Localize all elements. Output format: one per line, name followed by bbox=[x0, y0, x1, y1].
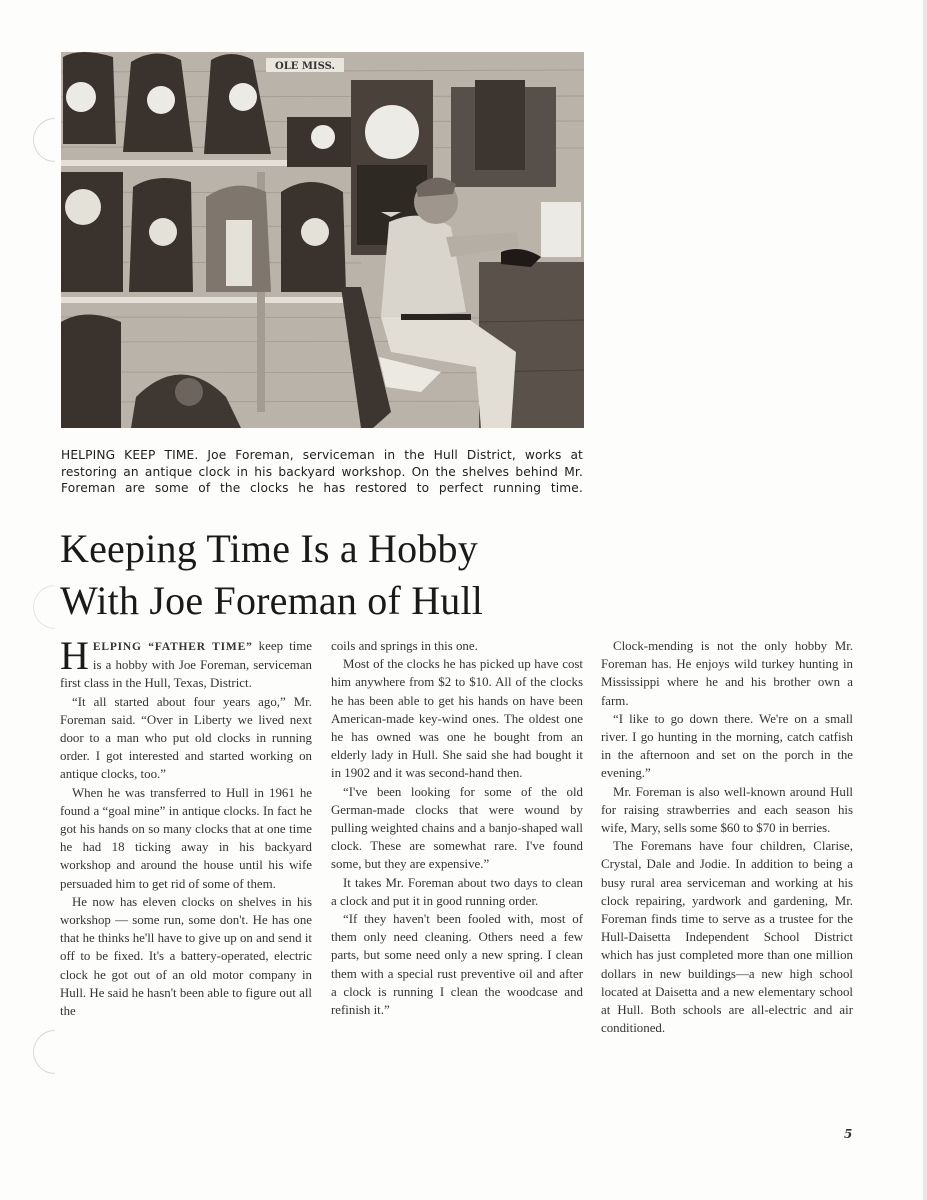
paragraph-text: keep time is a hobby with Joe Foreman, serviceman first class in the Hull, Texas, District. bbox=[60, 639, 312, 691]
article-paragraph: “I've been looking for some of the old German-made clocks that were wound by pulling weighted chains and a banjo-shaped wall clock. These are somewhat rare. I've found some, but they are expensive.” bbox=[331, 784, 583, 872]
article-headline bbox=[60, 523, 580, 627]
article-paragraph: Mr. Foreman is also well-known around Hull for raising strawberries and each season his wife, Mary, sells some $60 to $70 in berries. bbox=[601, 784, 853, 836]
svg-text:OLE MISS.: OLE MISS. bbox=[275, 61, 335, 72]
article-paragraph: coils and springs in this one. bbox=[331, 639, 478, 653]
article-column-3 bbox=[601, 637, 853, 1037]
article-paragraph: Most of the clocks he has picked up have cost him anywhere from $2 to $10. All of the clocks he has been able to get his hands on have been American-made key-wind ones. The oldest one he has owned was one he bought from an elderly lady in Hull. She said she had bought it in 1902 and it was second-hand then. bbox=[331, 657, 583, 781]
page-edge bbox=[923, 0, 927, 1200]
punch-hole-mark bbox=[33, 1030, 55, 1074]
article-paragraph: When he was transferred to Hull in 1961 he found a “goal mine” in antique clocks. In fact he got his hands on so many clocks that at one time he had 18 ticking away in his backyard workshop and around the house until his wife persuaded him to get rid of some of them. bbox=[60, 785, 312, 891]
article-paragraph: “If they haven't been fooled with, most of them only need cleaning. Others need a few parts, but some need only a new spring. I clean them with a special rust preventive oil and after a clock is running I clean the woodcase and refinish it.” bbox=[331, 912, 583, 1018]
article-paragraph: “It all started about four years ago,” Mr. Foreman said. “Over in Liberty we lived next door to a man who put old clocks in running order. I got interested and started working on antique clocks, too.” bbox=[60, 694, 312, 782]
article-photo bbox=[61, 52, 584, 428]
article-paragraph: It takes Mr. Foreman about two days to clean a clock and put it in good running order. bbox=[331, 875, 583, 908]
article-column-2 bbox=[331, 637, 583, 1019]
photo-caption bbox=[61, 447, 583, 497]
punch-hole-mark bbox=[33, 585, 55, 629]
article-paragraph: The Foremans have four children, Clarise, Crystal, Dale and Jodie. In addition to being a busy rural area serviceman and working at his clock repairing, yardwork and gardening, Mr. Foreman finds time to serve as a trustee for the Hull-Daisetta Independent School District which has just completed more than one million dollars in new buildings—a new high school located at Daisetta and a new elementary school at Hull. Both schools are all-electric and air conditioned. bbox=[601, 839, 853, 1036]
caption-lead: HELPING KEEP TIME. bbox=[61, 448, 199, 462]
article-paragraph: “I like to go down there. We're on a small river. I go hunting in the morning, catch catfish in the afternoon and set on the porch in the evening.” bbox=[601, 711, 853, 781]
article-paragraph: He now has eleven clocks on shelves in his workshop — some run, some don't. He has one that he thinks he'll have to give up on and send it off to be fixed. It's a battery-operated, electric clock he got out of an old motor company in Hull. He said he hasn't been able to figure out all the bbox=[60, 894, 312, 1019]
article-paragraph: Clock-mending is not the only hobby Mr. Foreman has. He enjoys wild turkey hunting in Mississippi where he and his brother own a farm. bbox=[601, 639, 853, 708]
article-paragraph bbox=[60, 633, 312, 693]
punch-hole-mark bbox=[33, 118, 55, 162]
article-column-1 bbox=[60, 633, 312, 1020]
lead-caps: ELPING “FATHER TIME” bbox=[92, 641, 253, 653]
headline-line-1: Keeping Time Is a Hobby bbox=[60, 526, 478, 571]
page-number: 5 bbox=[844, 1127, 853, 1141]
headline-line-2: With Joe Foreman of Hull bbox=[60, 578, 484, 623]
drop-cap: H bbox=[60, 633, 89, 678]
caption-text: Joe Foreman, serviceman in the Hull District, works at restoring an antique clock in his backyard workshop. On the shelves behind Mr. Foreman are some of the clocks he has restored to perfect running time. bbox=[61, 448, 583, 495]
